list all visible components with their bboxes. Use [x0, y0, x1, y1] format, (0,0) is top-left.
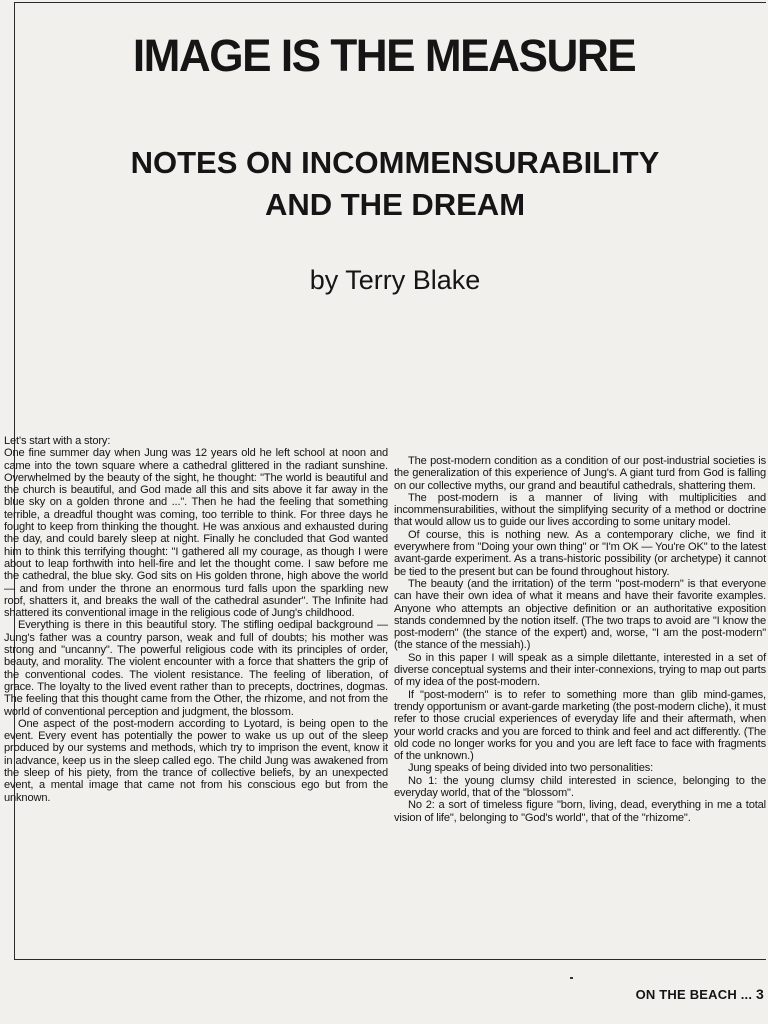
subtitle-line-2: AND THE DREAM — [264, 187, 526, 222]
stray-mark — [570, 977, 573, 979]
paragraph: One aspect of the post-modern according to Lyotard, is being open to the event. Every event has potentially the power to wake us up out of the sleep produced by our systems and methods, which try to imprison the event, know it in advance, keep us in the sleep called ego. The child Jung was awakened from the sleep of his piety, from the trance of collective beliefs, by an unexpected event, a mental image that came not from his conscious ego but from the unknown. — [4, 717, 388, 804]
paragraph: Everything is there in this beautiful story. The stifling oedipal background — Jung's father was a country parson, weak and full of doubts; his mother was strong and "uncanny". The powerful religious code with its principles of order, beauty, and morality. The violent encounter with a force that shatters the grip of the conventional codes. The violent resistance. The feeling of liberation, of grace. The loyalty to the lived event rather than to precepts, doctrines, dogmas. The feeling that this thought came from the Other, the rhizome, and not from the world of conventional perception and judgment, the blossom. — [4, 619, 388, 718]
article-title: IMAGE IS THE MEASURE — [132, 30, 636, 81]
subtitle-line-1: NOTES ON INCOMMENSURABILITY — [130, 145, 660, 180]
page-number: 3 — [756, 986, 764, 1002]
running-footer-text: ON THE BEACH ... — [635, 987, 753, 1002]
page-footer — [636, 986, 764, 1002]
article-subtitle — [0, 142, 768, 226]
paragraph: Jung speaks of being divided into two personalities: — [408, 762, 654, 775]
paragraph: No 1: the young clumsy child interested in science, belonging to the everyday world, that of the "blossom". — [394, 774, 766, 800]
paragraph: If "post-modern" is to refer to something more than glib mind-games, trendy opportunism or avant-garde marketing (the post-modern cliche), it must refer to those crucial experiences of everyday life and their aftermath, when your world cracks and you are forced to think and feel and act differently. (The old code no longer works for you and you are left face to face with fragments of the unknown.) — [394, 688, 766, 763]
paragraph: No 2: a sort of timeless figure "born, living, dead, everything in me a total vision of life", belonging to "God's world", that of the "rhizome". — [394, 799, 766, 824]
paragraph: The post-modern is a manner of living with multiplicities and incommensurabilities, without the simplifying security of a method or doctrine that would allow us to guide our lives according to some unitary model. — [394, 491, 766, 529]
left-column — [4, 435, 388, 804]
paragraph: Of course, this is nothing new. As a contemporary cliche, we find it everywhere from "Doing your own thing" or "I'm OK — You're OK" to the latest avant-garde experiment. As a trans-historic possibility (or archetype) it cannot be tied to the present but can be found throughout history. — [394, 528, 766, 578]
paragraph: Let's start with a story: — [4, 435, 111, 447]
paragraph: The beauty (and the irritation) of the term "post-modern" is that everyone can have their own idea of what it means and have their favorite examples. Anyone who attempts an objective definition or an authoritative exposition stands condemned by the notion itself. (The two traps to avoid are "I know the post-modern" (the stance of the expert) and, worse, "I am the post-modern" (the stance of the messiah).) — [394, 577, 766, 652]
paragraph: One fine summer day when Jung was 12 years old he left school at noon and came into the town square where a cathedral glittered in the radiant sunshine. Overwhelmed by the beauty of the sight, he thought: "The world is beautiful and the church is beautiful, and God made all this and sits above it far away in the blue sky on a golden throne and ...". Then he had the feeling that something terrible, a dreadful thought was coming, too terrible to think. For three days he fought to keep from thinking the thought. He was anxious and exhausted during the day, and could barely sleep at night. Finally he concluded that God wanted him to think this terrifying thought: "I gathered all my courage, as though I were about to leap forthwith into hell-fire and let the thought come. I saw before me the cathedral, the blue sky. God sits on His golden throne, high above the world — and from under the throne an enormous turd falls upon the sparkling new roof, shatters it, and breaks the wall of the cathedral asunder". The Infinite had shattered its conventional image in the religious code of Jung's childhood. — [4, 447, 388, 620]
paragraph: So in this paper I will speak as a simple dilettante, interested in a set of diverse conceptual systems and their inter-connexions, trying to map out parts of my idea of the post-modern. — [394, 651, 766, 689]
right-column — [394, 455, 766, 824]
author-byline: by Terry Blake — [309, 265, 481, 295]
paragraph: The post-modern condition as a condition of our post-industrial societies is the generalization of this experience of Jung's. A giant turd from God is falling on our collective myths, our grand and beautiful cathedrals, shattering them. — [394, 455, 766, 492]
